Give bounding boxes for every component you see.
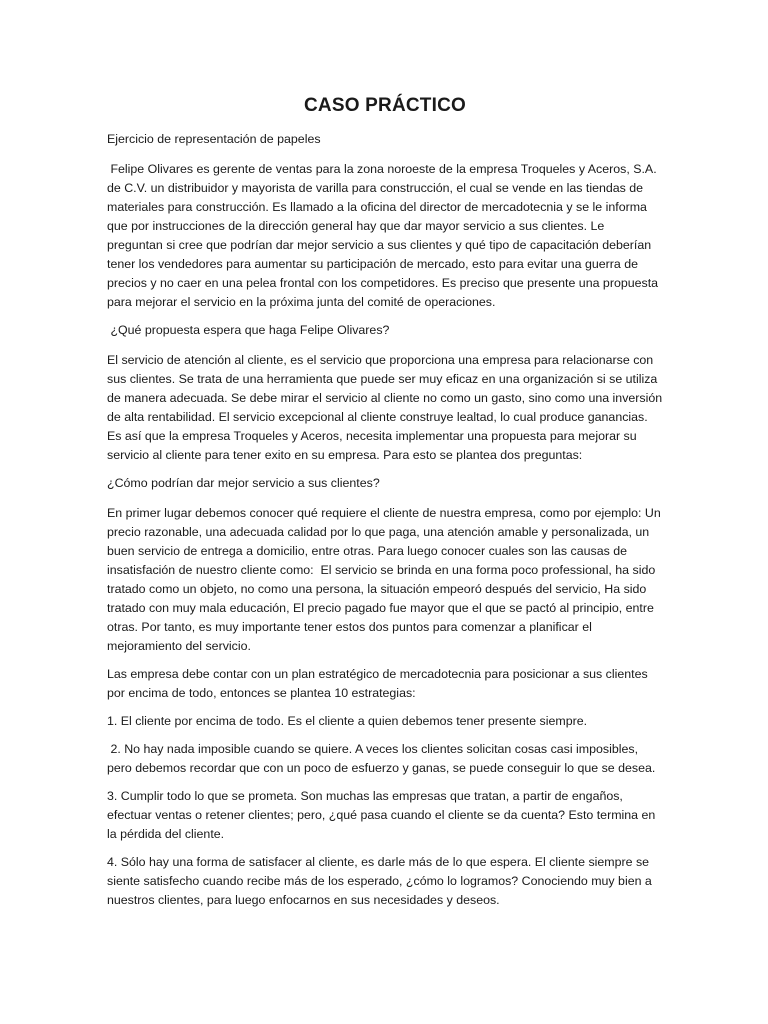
answer-paragraph-2: En primer lugar debemos conocer qué requiere el cliente de nuestra empresa, como por ejemplo: Un precio razonable, una adecuada calidad por lo que paga, una atención amable y personalizada, un buen servicio de entrega a domicilio, entre otras. Para luego conocer cuales son las causas de insatisfación de nuestro cliente como: El servicio se brinda en una forma poco professional, ha sido tratado como un objeto, no como una persona, la situación empeoró después del servicio, Ha sido tratado con muy mala educación, El precio pagado fue mayor que el que se pactó al principio, entre otras. Por tanto, es muy importante tener estos dos puntos para comenzar a planificar el mejoramiento del servicio. <box>107 506 665 653</box>
strategy-item: 1. El cliente por encima de todo. Es el cliente a quien debemos tener presente siempre. <box>107 714 588 728</box>
strategies-intro-paragraph: Las empresa debe contar con un plan estratégico de mercadotecnia para posicionar a sus clientes por encima de todo, entonces se plantea 10 estrategias: <box>107 667 648 700</box>
strategy-item: 3. Cumplir todo lo que se prometa. Son muchas las empresas que tratan, a partir de engaños, efectuar ventas o retener clientes; pero, ¿qué pasa cuando el cliente se da cuenta? Esto termina en la pérdida del cliente. <box>107 789 656 841</box>
document-page <box>107 94 663 919</box>
strategy-item: 4. Sólo hay una forma de satisfacer al cliente, es darle más de lo que espera. El cliente siempre se siente satisfecho cuando recibe más de los esperado, ¿cómo lo logramos? Conociendo muy bien a nuestros clientes, para luego enfocarnos en sus necesidades y deseos. <box>107 855 652 907</box>
answer-paragraph-1: El servicio de atención al cliente, es el servicio que proporciona una empresa para relacionarse con sus clientes. Se trata de una herramienta que puede ser muy eficaz en una organización si se utiliza de manera adecuada. Se debe mirar el servicio al cliente no como un gasto, sino como una inversión de alta rentabilidad. El servicio excepcional al cliente construye lealtad, lo cual produce ganancias. Es así que la empresa Troqueles y Aceros, necesita implementar una propuesta para mejorar su servicio al cliente para tener exito en su empresa. Para esto se plantea dos preguntas: <box>107 353 663 462</box>
question-heading-1: ¿Qué propuesta espera que haga Felipe Olivares? <box>107 323 390 337</box>
strategy-item: 2. No hay nada imposible cuando se quiere. A veces los clientes solicitan cosas casi imposibles, pero debemos recordar que con un poco de esfuerzo y ganas, se puede conseguir lo que se desea. <box>107 742 656 775</box>
question-heading-2: ¿Cómo podrían dar mejor servicio a sus clientes? <box>107 476 380 490</box>
intro-paragraph: Felipe Olivares es gerente de ventas para la zona noroeste de la empresa Troqueles y Aceros, S.A. de C.V. un distribuidor y mayorista de varilla para construcción, el cual se vende en las tiendas de materiales para construcción. Es llamado a la oficina del director de mercadotecnia y se le informa que por instrucciones de la dirección general hay que dar mayor servicio a sus clientes. Le preguntan si cree que podrían dar mejor servicio a sus clientes y qué tipo de capacitación deberían tener los vendedores para aumentar su participación de mercado, esto para evitar una guerra de precios y no caer en una pelea frontal con los competidores. Es preciso que presente una propuesta para mejorar el servicio en la próxima junta del comité de operaciones. <box>107 162 662 309</box>
document-subtitle: Ejercicio de representación de papeles <box>107 132 321 146</box>
document-title: CASO PRÁCTICO <box>304 95 466 116</box>
